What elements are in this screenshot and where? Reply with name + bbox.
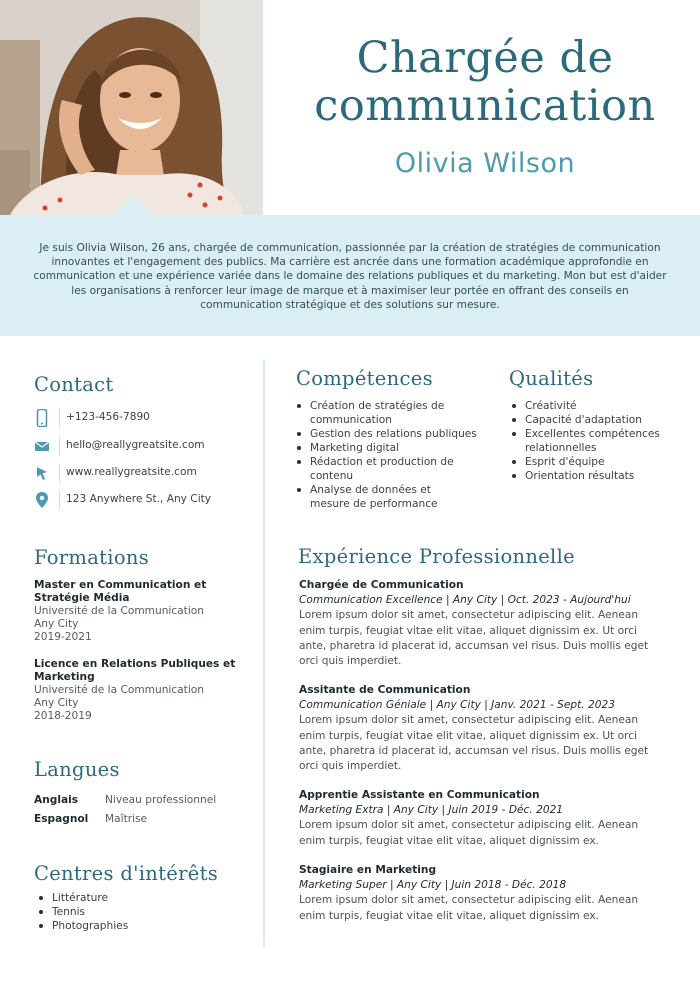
list-item-text: Excellentes compétences xyxy=(525,428,660,440)
list-item xyxy=(295,483,495,511)
language-level: Niveau professionnel xyxy=(105,794,217,806)
contact-email xyxy=(34,436,259,456)
competences-list xyxy=(295,399,495,511)
list-item: Marketing digital xyxy=(295,441,495,455)
profile-photo xyxy=(0,0,263,215)
description-line: Lorem ipsum dolor sit amet, consectetur adipiscing elit. Aenean xyxy=(299,714,639,727)
experience-role: Assitante de Communication xyxy=(299,684,471,696)
language-name: Anglais xyxy=(34,794,79,806)
description-line: ante, pharetra id placerat id, accumsan vel risus. Duis mollis eget xyxy=(299,639,649,652)
formation-degree: Master en Communication et xyxy=(34,579,207,591)
email-icon xyxy=(34,437,50,455)
experience-meta: Communication Excellence | Any City | Oct. 2023 - Aujourd'hui xyxy=(299,594,631,607)
description-line: orci quis imperdiet. xyxy=(299,760,402,773)
experience-meta: Marketing Extra | Any City | Juin 2019 - Déc. 2021 xyxy=(299,804,564,817)
formations-heading: Formations xyxy=(34,546,150,569)
contact-website xyxy=(34,463,259,483)
formation-city: Any City xyxy=(34,697,79,709)
website-text[interactable]: www.reallygreatsite.com xyxy=(66,466,197,478)
experience-description xyxy=(299,608,674,669)
experience-description xyxy=(299,713,674,774)
intro-paragraph: Je suis Olivia Wilson, 26 ans, chargée de communication, passionnée par la création de stratégies de communication innovantes et l'engagement des publics. Ma carrière est ancrée dans une formation académique approfondie en communication et une expérience variée dans le domaine des relations publiques et du marketing. Mon but est d'aider les organisations à renforcer leur image de marque et à maximiser leur portée en offrant des conseils en communication stratégique et des solutions sur mesure. xyxy=(33,242,667,311)
list-item xyxy=(510,427,690,455)
list-item: Orientation résultats xyxy=(510,469,690,483)
email-text[interactable]: hello@reallygreatsite.com xyxy=(66,439,205,451)
formation-school: Université de la Communication xyxy=(34,605,204,617)
qualites-heading: Qualités xyxy=(509,367,594,390)
langues-heading: Langues xyxy=(34,758,120,781)
description-line: orci quis imperdiet. xyxy=(299,655,402,668)
formation-degree: Marketing xyxy=(34,671,95,683)
list-item-text: Création de stratégies de xyxy=(310,400,445,412)
list-item-text: Analyse de données et xyxy=(310,484,431,496)
list-item: Gestion des relations publiques xyxy=(295,427,495,441)
list-item-text: relationnelles xyxy=(525,442,597,454)
formation-item xyxy=(34,579,254,644)
list-item: Esprit d'équipe xyxy=(510,455,690,469)
interets-list xyxy=(37,891,237,933)
experience-heading: Expérience Professionnelle xyxy=(298,545,575,568)
experience-meta: Communication Géniale | Any City | Janv. 2021 - Sept. 2023 xyxy=(299,699,615,712)
experience-role: Chargée de Communication xyxy=(299,579,464,591)
experience-description xyxy=(299,818,674,848)
description-line: Lorem ipsum dolor sit amet, consectetur adipiscing elit. Aenean xyxy=(299,609,639,622)
formation-school: Université de la Communication xyxy=(34,684,204,696)
band-notch xyxy=(113,195,153,215)
qualites-list xyxy=(510,399,690,483)
location-pin-icon xyxy=(34,491,50,509)
interets-heading: Centres d'intérêts xyxy=(34,862,219,885)
experience-description xyxy=(299,893,674,923)
list-item: Littérature xyxy=(37,891,237,905)
language-level: Maîtrise xyxy=(105,813,148,825)
description-line: enim turpis, feugiat vitae elit vitae, aliquet dignissim ex. xyxy=(299,834,599,847)
experience-item xyxy=(299,788,674,849)
experience-role: Apprentie Assistante en Communication xyxy=(299,789,540,801)
address-text: 123 Anywhere St., Any City xyxy=(66,493,212,505)
list-item-text: contenu xyxy=(310,470,354,482)
competences-heading: Compétences xyxy=(296,367,433,390)
experience-item xyxy=(299,578,674,669)
job-title-line-2: communication xyxy=(314,81,656,131)
description-line: Lorem ipsum dolor sit amet, consectetur adipiscing elit. Aenean xyxy=(299,819,639,832)
formation-degree: Stratégie Média xyxy=(34,592,130,604)
list-item: Créativité xyxy=(510,399,690,413)
contact-separator xyxy=(59,436,60,456)
list-item-text: Rédaction et production de xyxy=(310,456,454,468)
contact-heading: Contact xyxy=(34,373,114,396)
experience-meta: Marketing Super | Any City | Juin 2018 - Déc. 2018 xyxy=(299,879,567,892)
cursor-icon xyxy=(34,464,50,482)
list-item xyxy=(295,399,495,427)
list-item: Photographies xyxy=(37,919,237,933)
job-title-line-1: Chargée de xyxy=(356,33,614,83)
contact-separator xyxy=(59,463,60,483)
contact-separator xyxy=(59,490,60,510)
candidate-name: Olivia Wilson xyxy=(394,148,576,179)
formation-city: Any City xyxy=(34,618,79,630)
language-name: Espagnol xyxy=(34,813,89,825)
formation-years: 2018-2019 xyxy=(34,710,92,722)
list-item-text: mesure de performance xyxy=(310,498,438,510)
job-title xyxy=(285,34,685,130)
list-item-text: communication xyxy=(310,414,392,426)
formation-degree: Licence en Relations Publiques et xyxy=(34,658,236,670)
formation-years: 2019-2021 xyxy=(34,631,92,643)
experience-item xyxy=(299,863,674,924)
contact-address xyxy=(34,490,259,510)
contact-phone xyxy=(34,408,259,428)
experience-role: Stagiaire en Marketing xyxy=(299,864,437,876)
description-line: Lorem ipsum dolor sit amet, consectetur adipiscing elit. Aenean xyxy=(299,894,639,907)
description-line: enim turpis, feugiat vitae elit vitae, aliquet dignissim ex. Ut orci xyxy=(299,729,637,742)
contact-separator xyxy=(59,408,60,428)
list-item xyxy=(295,455,495,483)
list-item: Capacité d'adaptation xyxy=(510,413,690,427)
column-divider xyxy=(263,360,265,948)
formation-item xyxy=(34,658,254,723)
description-line: enim turpis, feugiat vitae elit vitae, aliquet dignissim ex. Ut orci xyxy=(299,624,637,637)
phone-icon xyxy=(34,409,50,427)
experience-item xyxy=(299,683,674,774)
description-line: enim turpis, feugiat vitae elit vitae, aliquet dignissim ex. xyxy=(299,909,599,922)
phone-text[interactable]: +123-456-7890 xyxy=(66,411,150,423)
description-line: ante, pharetra id placerat id, accumsan vel risus. Duis mollis eget xyxy=(299,744,649,757)
list-item: Tennis xyxy=(37,905,237,919)
